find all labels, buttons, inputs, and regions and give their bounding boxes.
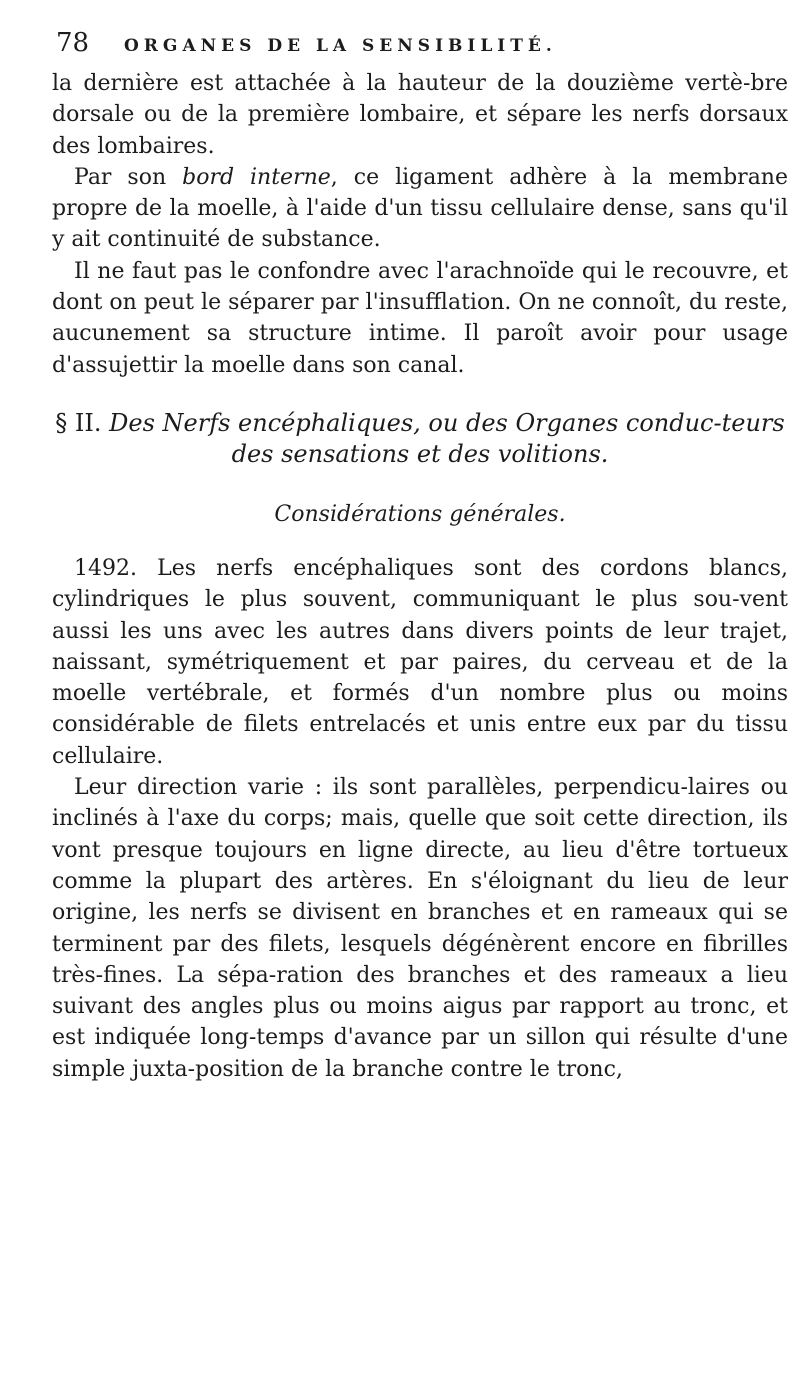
running-title: ORGANES DE LA SENSIBILITÉ. xyxy=(124,36,557,56)
paragraph-direction: Leur direction varie : ils sont parallèles, perpendicu-laires ou inclinés à l'axe du corps; mais, quelle que soit cette direction, ils vont presque toujours en ligne directe, au lieu d'être tortueux comme la plupart des artères. En s'éloignant du lieu de leur origine, les nerfs se divisent en branches et en rameaux qui se terminent par des filets, lesquels dégénèrent encore en fibrilles très-fines. La sépa-ration des branches et des rameaux a lieu suivant des angles plus ou moins aigus par rapport au tronc, et est indiquée long-temps d'avance par un sillon qui résulte d'une simple juxta-position de la branche contre le tronc, xyxy=(52,775,788,1082)
paragraph-continuation: la dernière est attachée à la hauteur de la douzième vertè-bre dorsale ou de la première lombaire, et sépare les nerfs dorsaux des lombaires. xyxy=(52,71,788,159)
page-number: 78 xyxy=(56,28,90,58)
running-header xyxy=(56,28,788,68)
paragraph-text: Les nerfs encéphaliques sont des cordons blancs, cylindriques le plus souvent, communiquant le plus sou-vent aussi les uns avec les autres dans divers points de leur trajet, naissant, symétriquement et par paires, du cerveau et de la moelle vertébrale, et formés d'un nombre plus ou moins considérable de filets entrelacés et unis entre eux par du tissu cellulaire. xyxy=(52,555,788,769)
paragraph-bord-interne xyxy=(52,162,788,256)
paragraph-arachnoide: Il ne faut pas le confondre avec l'arachnoïde qui le recouvre, et dont on peut le séparer par l'insufflation. On ne connoît, du reste, aucunement sa structure intime. Il paroît avoir pour usage d'assujettir la moelle dans son canal. xyxy=(52,258,788,378)
subheading: Considérations générales. xyxy=(274,501,566,527)
section-heading xyxy=(52,408,788,470)
section-title: Des Nerfs encéphaliques, ou des Organes conduc-teurs des sensations et des volitions. xyxy=(109,408,785,468)
paragraph-1492 xyxy=(52,553,788,772)
paragraph-text: Par son xyxy=(74,164,183,190)
section-marker: § II. xyxy=(55,408,102,437)
emphasis-term: bord interne xyxy=(182,164,331,190)
book-page xyxy=(52,28,788,1085)
paragraph-text: , ce ligament adhère à la membrane propre de la moelle, à l'aide d'un tissu cellulaire dense, sans qu'il y ait continuité de substance. xyxy=(52,164,788,253)
paragraph-number: 1492. xyxy=(74,555,137,581)
